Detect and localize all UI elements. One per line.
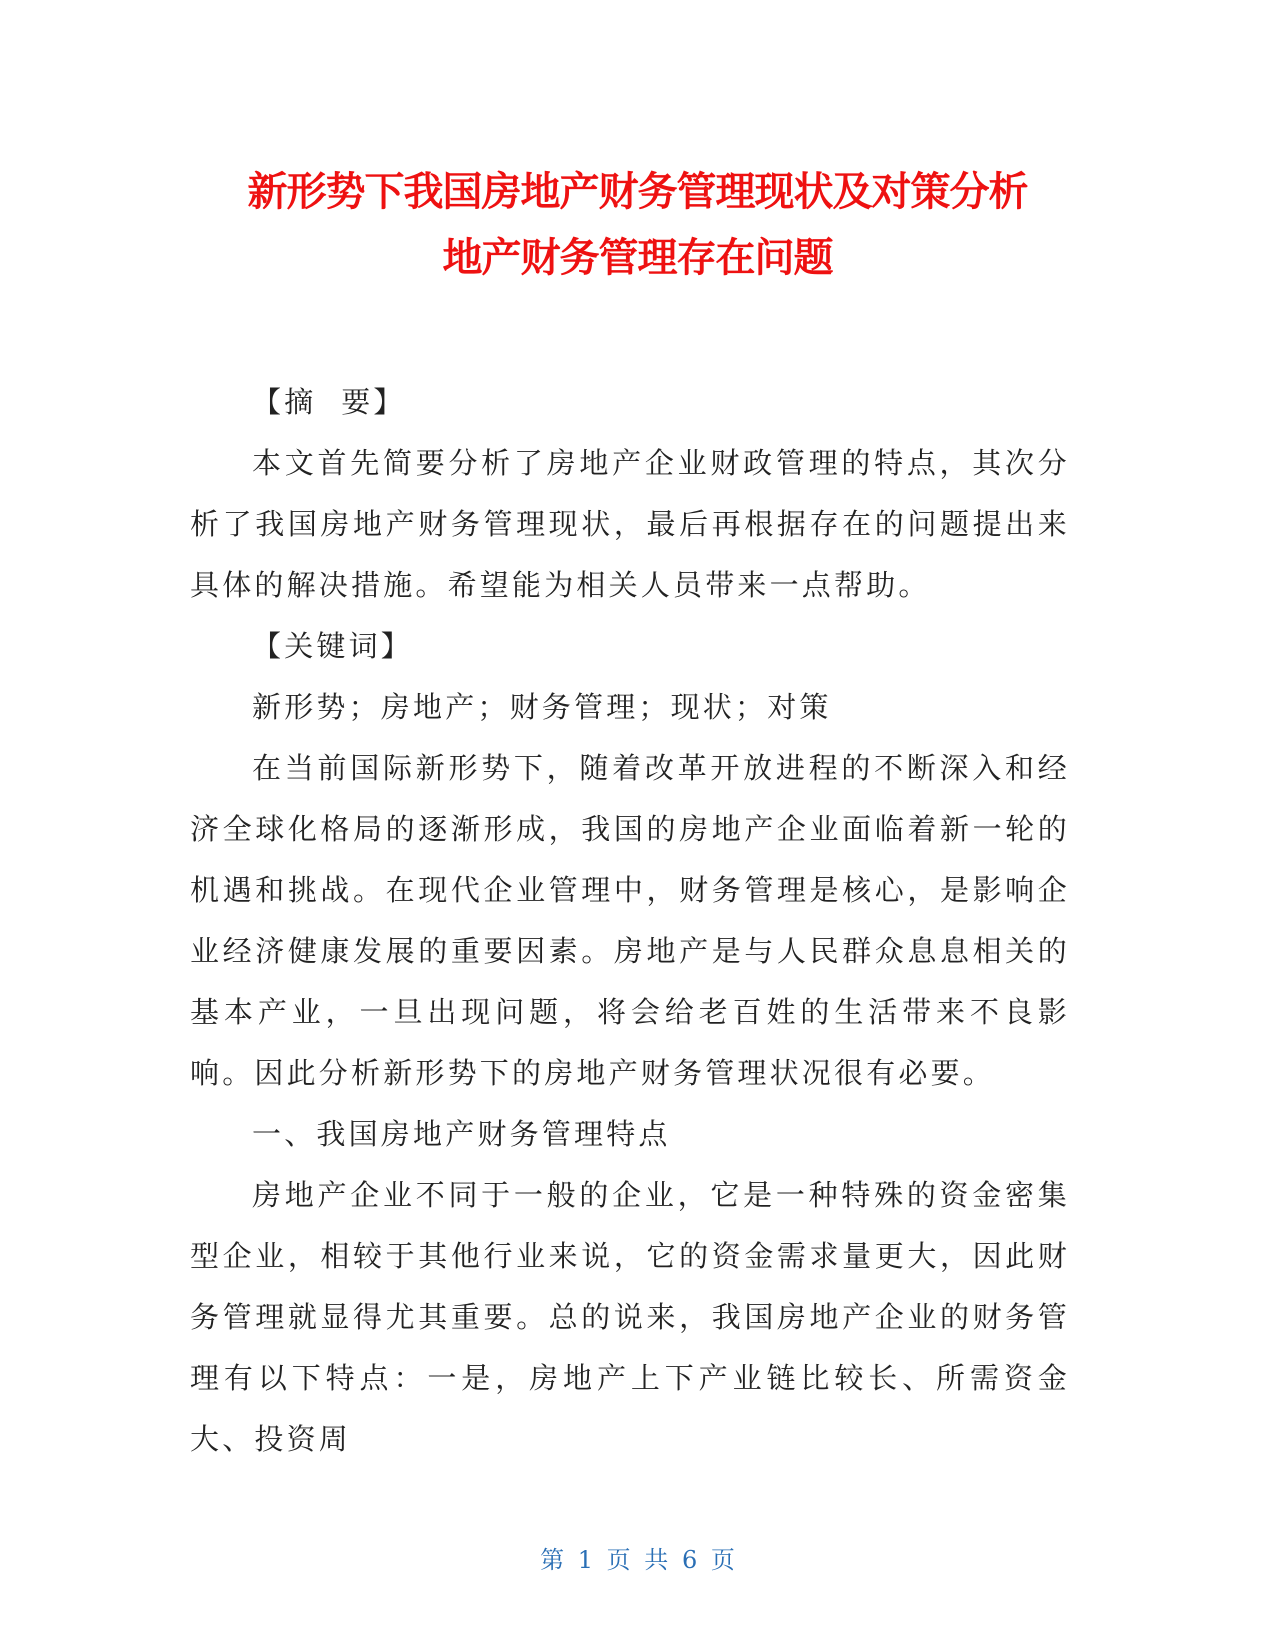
document-title-line-1: 新形势下我国房地产财务管理现状及对策分析 bbox=[247, 169, 1028, 215]
document-body bbox=[190, 372, 1070, 1470]
document-title-line-2: 地产财务管理存在问题 bbox=[442, 235, 833, 281]
abstract-paragraph: 本文首先简要分析了房地产企业财政管理的特点，其次分析了我国房地产财务管理现状，最后再根据存在的问题提出来具体的解决措施。希望能为相关人员带来一点帮助。 bbox=[190, 446, 1070, 602]
intro-paragraph: 在当前国际新形势下，随着改革开放进程的不断深入和经济全球化格局的逐渐形成，我国的房地产企业面临着新一轮的机遇和挑战。在现代企业管理中，财务管理是核心，是影响企业经济健康发展的重要因素。房地产是与人民群众息息相关的基本产业，一旦出现问题，将会给老百姓的生活带来不良影响。因此分析新形势下的房地产财务管理状况很有必要。 bbox=[190, 751, 1070, 1090]
page-number-footer: 第 1 页 共 6 页 bbox=[540, 1546, 735, 1574]
section-1-heading: 一、我国房地产财务管理特点 bbox=[252, 1117, 671, 1151]
keywords-paragraph: 新形势；房地产；财务管理；现状；对策 bbox=[252, 690, 832, 724]
abstract-heading: 【摘 要】 bbox=[252, 385, 406, 419]
keywords-heading: 【关键词】 bbox=[252, 629, 414, 663]
section-1-paragraph: 房地产企业不同于一般的企业，它是一种特殊的资金密集型企业，相较于其他行业来说，它的资金需求量更大，因此财务管理就显得尤其重要。总的说来，我国房地产企业的财务管理有以下特点：一是，房地产上下产业链比较长、所需资金大、投资周 bbox=[190, 1178, 1070, 1456]
